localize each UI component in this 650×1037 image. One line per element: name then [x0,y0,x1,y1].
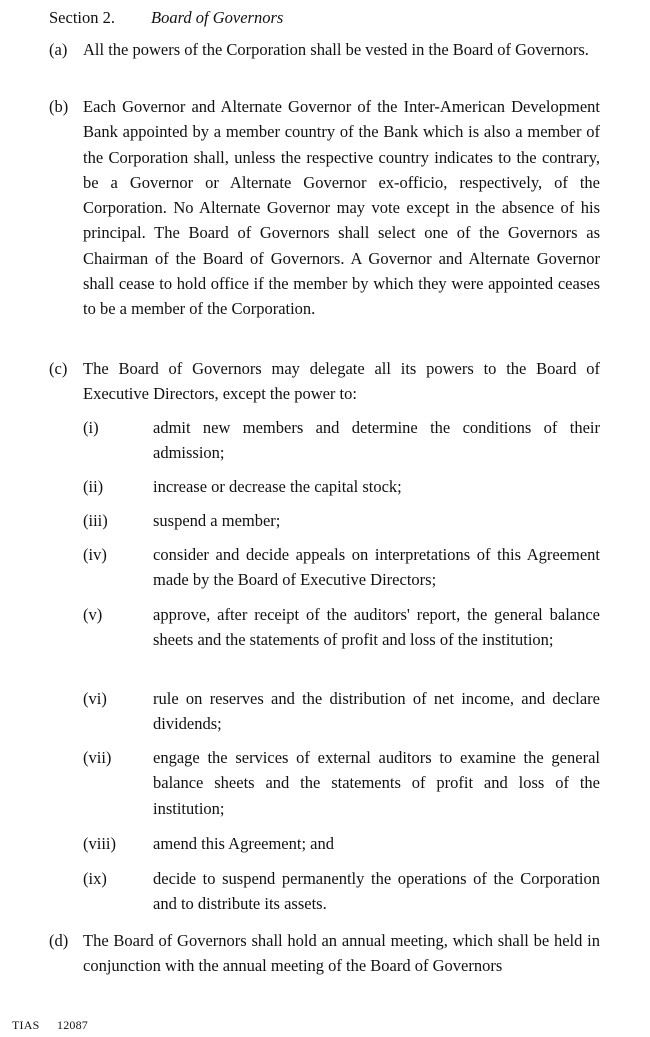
paragraph-text: The Board of Governors may delegate all its powers to the Board of Executive Directors, except the power to: [83,359,600,404]
item-number: (iii) [83,511,108,530]
footer-series: TIAS [12,1018,40,1032]
section-number: Section 2. [49,8,115,27]
section-heading [49,5,283,30]
list-item-i [83,415,600,466]
paragraph-label: (d) [49,931,69,950]
page-footer [12,1018,88,1032]
list-item-ix [83,866,600,917]
paragraph-label: (b) [49,97,69,116]
item-text: suspend a member; [153,511,281,530]
list-item-viii [83,831,600,856]
list-item-iv [83,542,600,593]
item-number: (v) [83,605,103,624]
item-number: (i) [83,418,99,437]
list-item-vii [83,745,600,821]
item-text: consider and decide appeals on interpretations of this Agreement made by the Board of Executive Directors; [153,545,600,590]
paragraph-c [49,356,600,407]
list-item-vi [83,686,600,737]
item-number: (vii) [83,748,112,767]
item-text: rule on reserves and the distribution of net income, and declare dividends; [153,689,600,734]
list-item-ii [83,474,600,499]
item-text: admit new members and determine the conditions of their admission; [153,418,600,463]
item-text: engage the services of external auditors to examine the general balance sheets and the statements of profit and loss of the institution; [153,748,600,818]
paragraph-d [49,928,600,979]
item-number: (ii) [83,477,104,496]
section-title: Board of Governors [151,8,284,27]
item-number: (ix) [83,869,107,888]
item-text: amend this Agreement; and [153,834,334,853]
item-text: increase or decrease the capital stock; [153,477,402,496]
paragraph-a [49,37,600,62]
paragraph-text: All the powers of the Corporation shall be vested in the Board of Governors. [83,40,589,59]
item-number: (viii) [83,834,116,853]
list-item-v [83,602,600,653]
paragraph-b [49,94,600,322]
paragraph-label: (c) [49,359,68,378]
item-text: approve, after receipt of the auditors' report, the general balance sheets and the statements of profit and loss of the institution; [153,605,600,650]
item-number: (vi) [83,689,107,708]
paragraph-text: The Board of Governors shall hold an annual meeting, which shall be held in conjunction with the annual meeting of the Board of Governors [83,931,600,976]
footer-number: 12087 [57,1018,88,1032]
paragraph-text: Each Governor and Alternate Governor of the Inter-American Development Bank appointed by a member country of the Bank which is also a member of the Corporation shall, unless the respective country indicates to the contrary, be a Governor or Alternate Governor ex-officio, respectively, of the Corporation. No Alternate Governor may vote except in the absence of his principal. The Board of Governors shall select one of the Governors as Chairman of the Board of Governors. A Governor and Alternate Governor shall cease to hold office if the member by which they were appointed ceases to be a member of the Corporation. [83,97,600,319]
paragraph-label: (a) [49,40,68,59]
item-text: decide to suspend permanently the operations of the Corporation and to distribute its assets. [153,869,600,914]
item-number: (iv) [83,545,107,564]
list-item-iii [83,508,600,533]
